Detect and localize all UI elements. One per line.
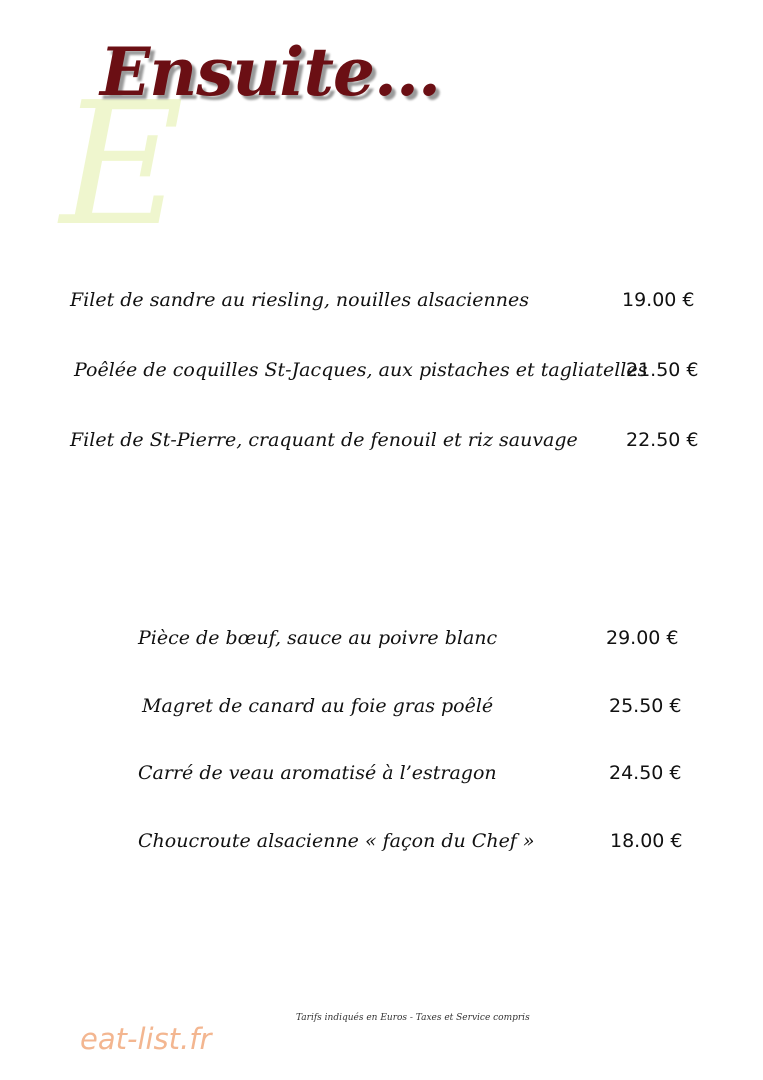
page-title: Ensuite... <box>100 33 440 111</box>
menu-item-price: 21.50 € <box>626 359 699 381</box>
menu-item-name: Pièce de bœuf, sauce au poivre blanc <box>138 627 498 649</box>
menu-item-name: Filet de St-Pierre, craquant de fenouil et riz sauvage <box>70 429 578 451</box>
menu-item-price: 18.00 € <box>610 830 683 852</box>
menu-item-name: Magret de canard au foie gras poêlé <box>142 695 494 717</box>
footer-pricing-note: Tarifs indiqués en Euros - Taxes et Service compris <box>296 1013 530 1023</box>
menu-item-price: 25.50 € <box>609 695 682 717</box>
menu-item-price: 24.50 € <box>609 762 682 784</box>
menu-item-name: Choucroute alsacienne « façon du Chef » <box>138 830 535 852</box>
background-e-swash-ornament: E <box>60 66 185 264</box>
menu-item-price: 29.00 € <box>606 627 679 649</box>
menu-item-name: Carré de veau aromatisé à l’estragon <box>138 762 497 784</box>
menu-item-name: Poêlée de coquilles St-Jacques, aux pistaches et tagliatelles <box>74 359 648 381</box>
menu-item-price: 22.50 € <box>626 429 699 451</box>
menu-item-name: Filet de sandre au riesling, nouilles alsaciennes <box>70 289 530 311</box>
site-watermark: eat-list.fr <box>80 1022 212 1056</box>
menu-item-price: 19.00 € <box>622 289 695 311</box>
